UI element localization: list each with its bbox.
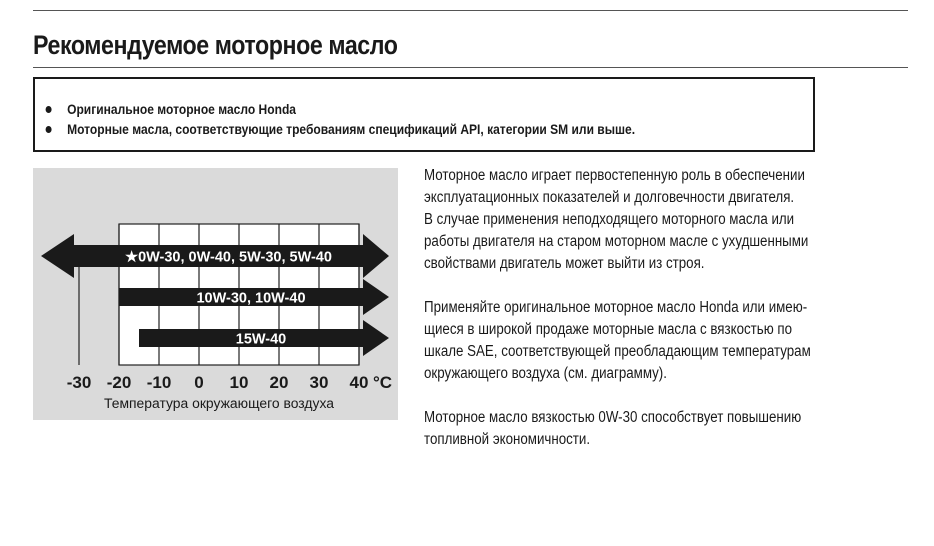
chart-svg — [33, 168, 398, 420]
requirement-honda-oil — [43, 99, 635, 119]
tick-label: 0 — [194, 373, 204, 392]
tick-label: -30 — [66, 373, 92, 392]
paragraph-importance: Моторное масло играет первостепенную роль в обеспечении эксплуатационных показателей и долговечности двигателя. В случае применения неподходящего моторного масла или работы двигателя на старом моторном масле с ухудшенными свойствами двигатель может выйти из строя. — [424, 167, 809, 272]
page-title: Рекомендуемое моторное масло — [33, 30, 398, 60]
paragraph-economy: Моторное масло вязкостью 0W-30 способствует повышению топливной экономичности. — [424, 409, 802, 448]
requirements-list — [43, 99, 731, 139]
tick-label: 30 — [309, 373, 329, 392]
bullet-icon — [46, 126, 52, 133]
tick-label: 40 — [349, 373, 369, 392]
body-text — [424, 165, 914, 473]
title-rule — [33, 67, 908, 68]
axis-label: Температура окружающего воздуха — [104, 396, 335, 411]
requirements-box — [33, 77, 815, 152]
tick-label: -20 — [106, 373, 132, 392]
viscosity-temperature-chart — [33, 168, 398, 420]
range-label: 10W-30, 10W-40 — [196, 290, 306, 307]
unit-label: °C — [373, 373, 393, 392]
requirement-text: Моторные масла, соответствующие требованиям спецификаций API, категории SM или выше. — [67, 121, 636, 137]
paragraph-usage: Применяйте оригинальное моторное масло Honda или имею- щиеся в широкой продаже моторные масла с вязкостью по шкале SAE, соответствующей преобладающим температурам окружающего воздуха (см. диаграмму). — [424, 299, 811, 382]
requirement-api-sm — [43, 119, 635, 139]
range-label: ★0W-30, 0W-40, 5W-30, 5W-40 — [125, 249, 332, 266]
requirement-text: Оригинальное моторное масло Honda — [67, 101, 297, 117]
bullet-icon — [46, 106, 52, 113]
range-label: 15W-40 — [235, 331, 287, 348]
tick-label: -10 — [146, 373, 172, 392]
tick-label: 20 — [269, 373, 289, 392]
top-rule — [33, 10, 908, 11]
tick-label: 10 — [229, 373, 249, 392]
